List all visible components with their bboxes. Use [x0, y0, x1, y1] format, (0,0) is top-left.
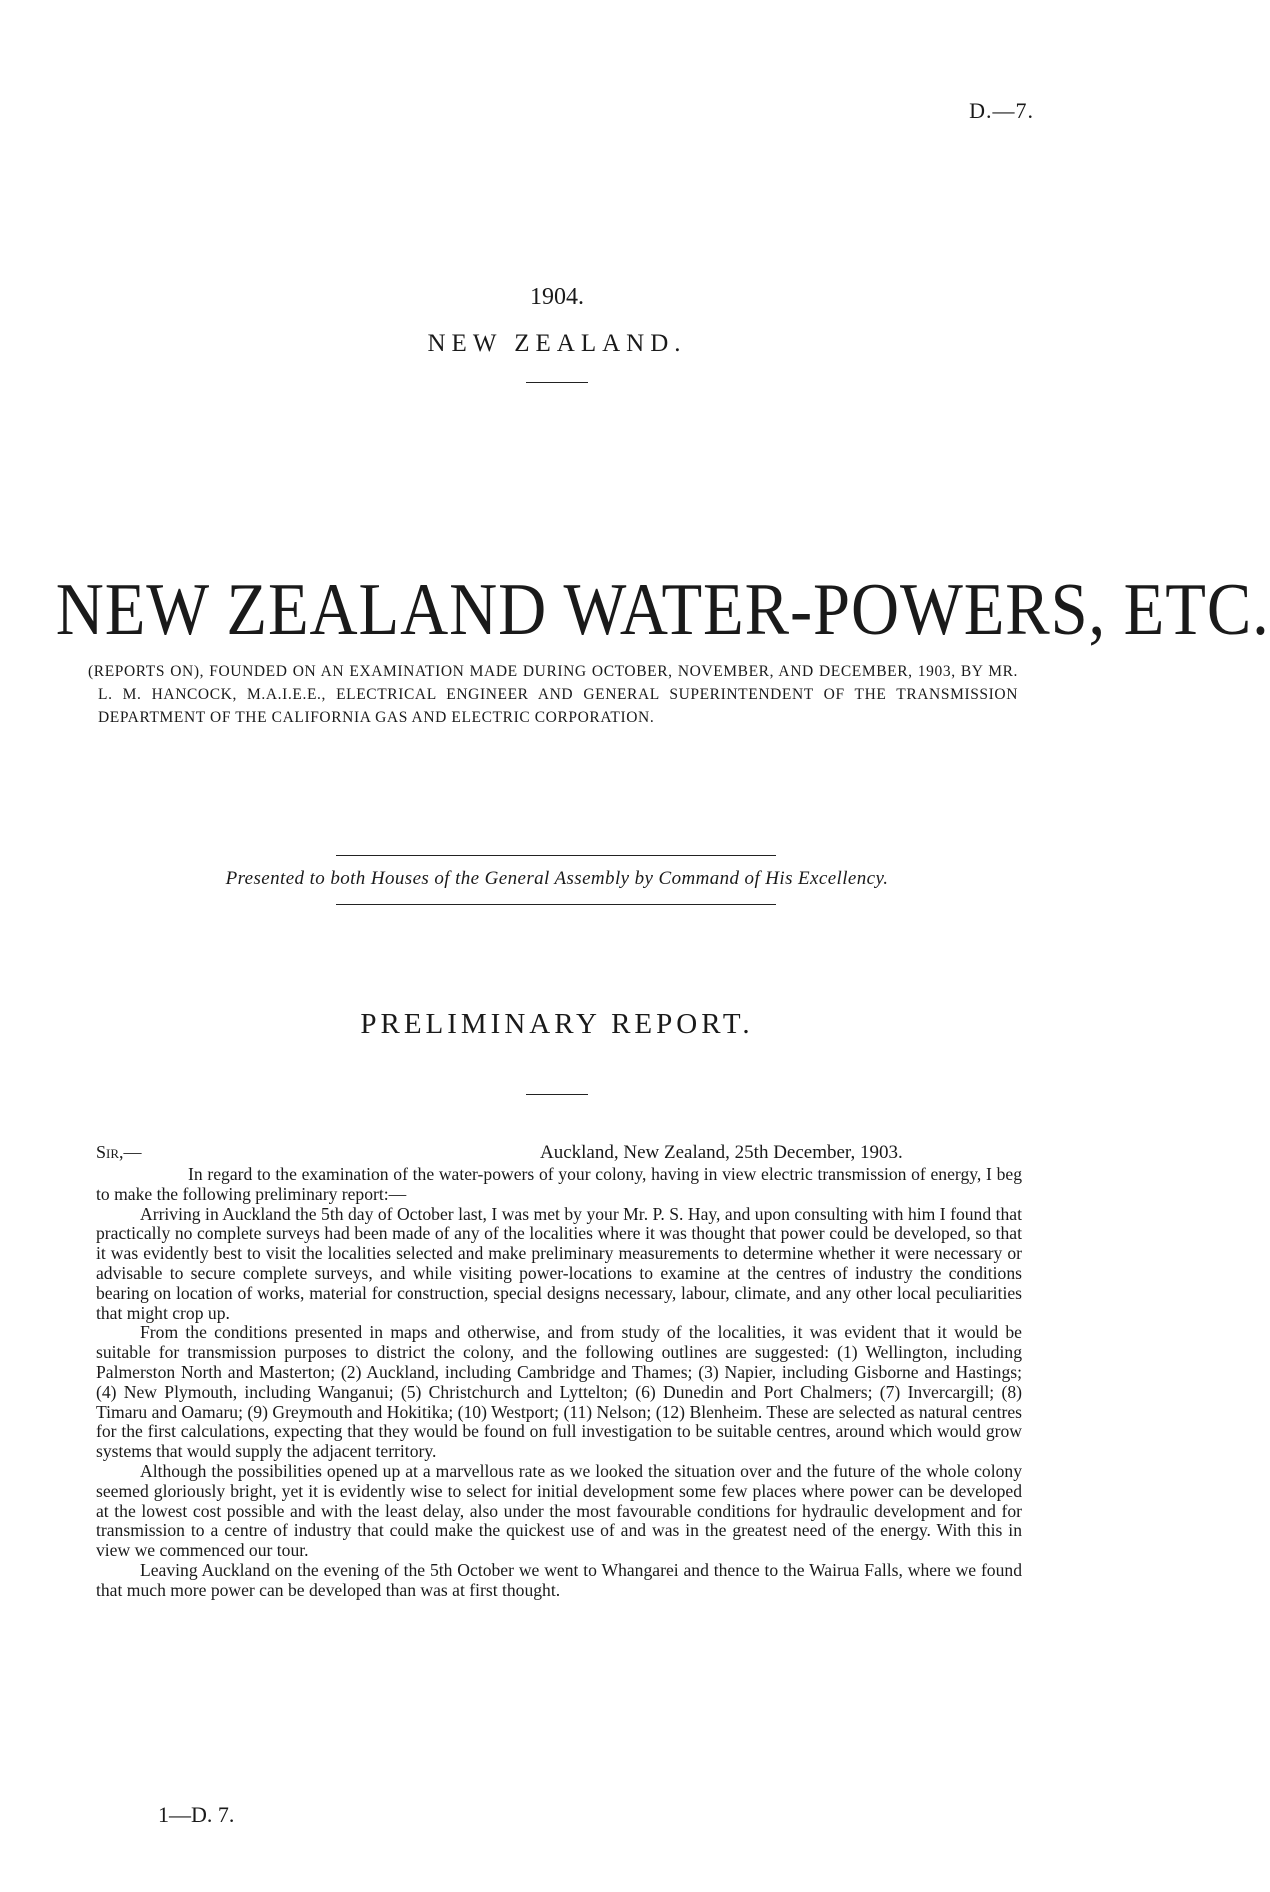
document-reference: D.—7. — [969, 98, 1034, 123]
rule-above-presented — [336, 855, 776, 856]
short-rule-1 — [526, 382, 588, 383]
page-footer: 1—D. 7. — [158, 1802, 235, 1827]
paragraph: Leaving Auckland on the evening of the 5th October we went to Whangarei and thence to the Wairua Falls, where we found that much more power can be developed than was at first thought. — [96, 1559, 1022, 1600]
paragraph: From the conditions presented in maps and otherwise, and from study of the localities, it was evident that it would be suitable for transmission purposes to district the colony, and the following outlines are suggested: (1) Wellington, including Palmerston North and Masterton; (2) Auckland, including Cambridge and Thames; (3) Napier, including Gisborne and Hastings; (4) New Plymouth, including Wanganui; (5) Christchurch and Lyttelton; (6) Dunedin and Port Chalmers; (7) Invercargill; (8) Timaru and Oamaru; (9) Greymouth and Hokitika; (10) Westport; (11) Nelson; (12) Blenheim. These are selected as natural centres for the first calculations, expecting that they would be found on full investigation to be suitable centres, around which would grow systems that would supply the adjacent territory. — [96, 1322, 1022, 1462]
salutation-text: Sir,— — [96, 1142, 142, 1162]
document-title: NEW ZEALAND WATER-POWERS, ETC. — [55, 569, 1270, 651]
subtitle-text: (REPORTS ON), FOUNDED ON AN EXAMINATION MADE DURING OCTOBER, NOVEMBER, AND DECEMBER, 1903, BY MR. L. M. HANCOCK, M.A.I.E.E., ELECTRICAL ENGINEER AND GENERAL SUPERINTENDENT OF THE TRANSMISSION DEPARTMENT OF THE CALIFORNIA GAS AND ELECTRIC CORPORATION. — [88, 663, 1018, 726]
letter-body — [96, 1165, 1022, 1601]
dateline: Auckland, New Zealand, 25th December, 1903. — [540, 1142, 903, 1163]
paragraph: Although the possibilities opened up at a marvellous rate as we looked the situation over and the future of the whole colony seemed gloriously bright, yet it is evidently wise to select for initial development some few places where power can be developed at the lowest cost possible and with the least delay, also under the most favourable conditions for hydraulic development and for transmission to a centre of industry that could make the quickest use of and was in the greatest need of the energy. With this in view we commenced our tour. — [96, 1460, 1022, 1561]
document-subtitle — [88, 660, 1018, 729]
section-heading: PRELIMINARY REPORT. — [360, 1008, 754, 1040]
paragraph: In regard to the examination of the water-powers of your colony, having in view electric transmission of energy, I beg to make the following preliminary report:— — [96, 1164, 1022, 1204]
year-heading: 1904. — [530, 284, 584, 310]
short-rule-2 — [526, 1094, 588, 1095]
salutation — [96, 1142, 142, 1163]
rule-below-presented — [336, 904, 776, 905]
country-heading: NEW ZEALAND. — [427, 330, 687, 357]
paragraph: Arriving in Auckland the 5th day of October last, I was met by your Mr. P. S. Hay, and upon consulting with him I found that practically no complete surveys had been made of any of the localities where it was thought that power could be developed, so that it was evidently best to visit the localities selected and make preliminary measurements to determine whether it were necessary or advisable to secure complete surveys, and while visiting power-locations to examine at the centres of industry the conditions bearing on location of works, material for construction, special designs necessary, labour, climate, and any other local peculiarities that might crop up. — [96, 1203, 1022, 1323]
presented-statement: Presented to both Houses of the General Assembly by Command of His Excellency. — [225, 868, 889, 889]
